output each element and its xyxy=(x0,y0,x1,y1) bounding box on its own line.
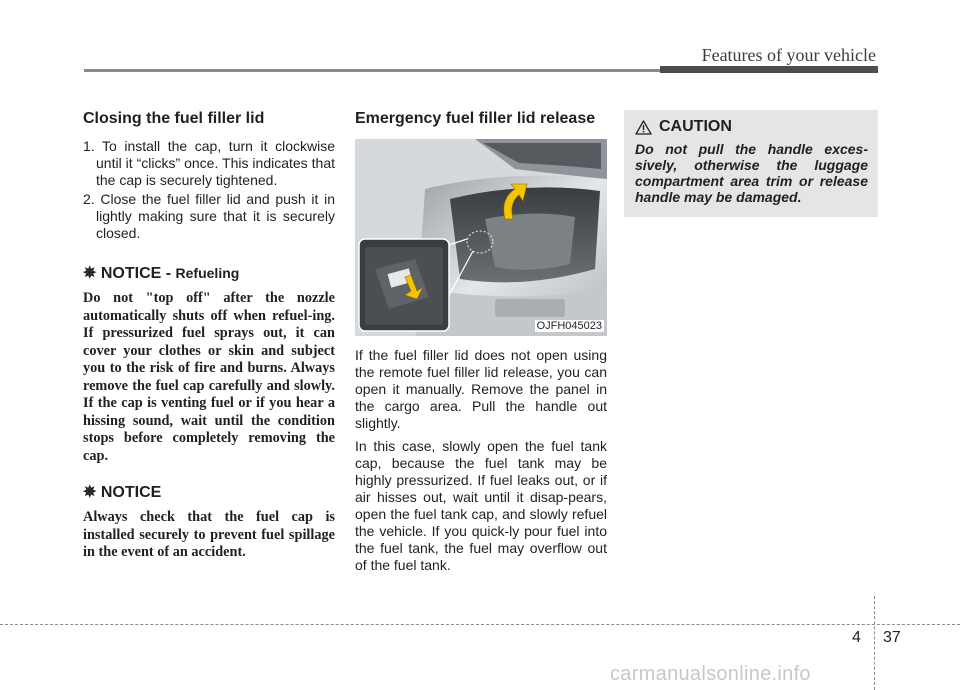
caution-box xyxy=(624,110,878,217)
right-column xyxy=(624,110,878,217)
emergency-paragraph-2: In this case, slowly open the fuel tank cap, because the fuel tank may be highly pressurized. If fuel leaks out, or if air hisses out, wait until it disap-pears, open the fuel tank cap, and slowly refuel the vehicle. If you quick-ly pour fuel into the fuel tank, the fuel may overflow out of the fuel tank. xyxy=(355,438,607,573)
step-1: 1. To install the cap, turn it clockwise until it “clicks” once. This indicates that the cap is securely tightened. xyxy=(83,138,335,188)
notice-star-icon: ✵ xyxy=(83,484,97,501)
notice-title: NOTICE - xyxy=(100,265,176,282)
trunk-illustration xyxy=(355,139,607,336)
notice-star-icon: ✵ xyxy=(83,265,97,282)
figure-code: OJFH045023 xyxy=(536,320,602,332)
notice-text: Always check that the fuel cap is installed securely to prevent fuel spillage in the event of an accident. xyxy=(83,509,335,560)
warning-triangle-icon xyxy=(635,120,652,135)
caution-title: CAUTION xyxy=(659,118,732,135)
caution-text: Do not pull the handle exces-sively, otherwise the luggage compartment area trim or release handle may be damaged. xyxy=(635,141,868,205)
trunk-drawing xyxy=(355,139,607,336)
notice-subtitle: Refueling xyxy=(175,265,240,281)
chapter-number: 4 xyxy=(852,629,861,646)
notice-refueling-text: Do not "top off" after the nozzle automatically shuts off when refuel-ing. If pressurized fuel sprays out, it can cover your clothes or skin and subject you to the risk of fire and burns. Always remove the fuel cap carefully and slowly. If the cap is venting fuel or if you hear a hissing sound, wait until the condition stops before completely removing the cap. xyxy=(83,290,335,464)
caution-heading xyxy=(635,118,868,136)
closing-steps xyxy=(83,138,335,242)
emergency-heading: Emergency fuel filler lid release xyxy=(355,110,596,127)
notice-title: NOTICE xyxy=(100,484,162,501)
header-rule-gray xyxy=(84,69,660,72)
footer-divider xyxy=(874,596,875,690)
closing-heading: Closing the fuel filler lid xyxy=(83,110,265,127)
emergency-paragraph-1: If the fuel filler lid does not open using the remote fuel filler lid release, you can open it manually. Remove the panel in the cargo area. Pull the handle out slightly. xyxy=(355,347,607,431)
footer-rule xyxy=(0,624,960,625)
header-title: Features of your vehicle xyxy=(701,45,876,65)
left-column xyxy=(83,110,335,562)
middle-column xyxy=(355,110,607,574)
watermark: carmanualsonline.info xyxy=(610,663,811,685)
header-rule-dark xyxy=(660,66,878,73)
notice-refueling-heading xyxy=(83,263,335,283)
step-2: 2. Close the fuel filler lid and push it in lightly making sure that it is securely closed. xyxy=(83,191,335,241)
page-number: 37 xyxy=(883,629,901,646)
notice-heading xyxy=(83,482,335,502)
